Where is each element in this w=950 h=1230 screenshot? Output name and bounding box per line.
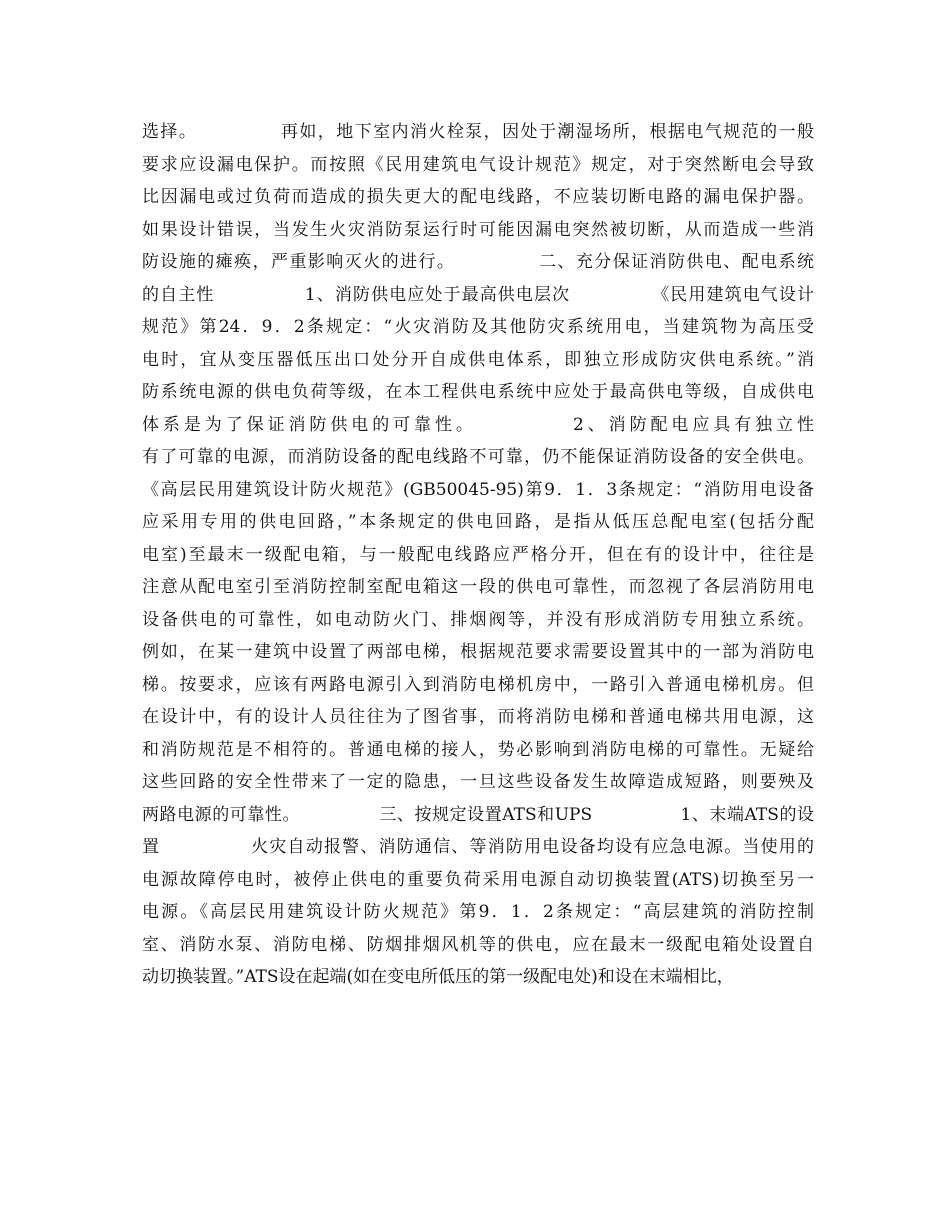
text-line: 在设计中，有的设计人员往往为了图省事，而将消防电梯和普通电梯共用电源，这 <box>142 707 814 727</box>
text-line: 例如，在某一建筑中设置了两部电梯，根据规范要求需要设置其中的一部为消防电 <box>142 642 814 662</box>
text-line: 防系统电源的供电负荷等级，在本工程供电系统中应处于最高供电等级，自成供电 <box>142 382 814 402</box>
text-line: 比因漏电或过负荷而造成的损失更大的配电线路，不应装切断电路的漏电保护器。 <box>142 187 814 207</box>
body-text <box>142 116 814 994</box>
text-line: 要求应设漏电保护。而按照《民用建筑电气设计规范》规定，对于突然断电会导致 <box>142 154 814 175</box>
text-line: 体系是为了保证消防供电的可靠性。 2、消防配电应具有独立性 <box>142 414 814 435</box>
text-line: 注意从配电室引至消防控制室配电箱这一段的供电可靠性，而忽视了各层消防用电 <box>142 577 814 597</box>
text-line: 设备供电的可靠性，如电动防火门、排烟阀等，并没有形成消防专用独立系统。 <box>142 609 814 630</box>
text-line: 选择。 再如，地下室内消火栓泵，因处于潮湿场所，根据电气规范的一般 <box>142 122 814 142</box>
text-line: 梯。按要求，应该有两路电源引入到消防电梯机房中，一路引入普通电梯机房。但 <box>142 674 814 695</box>
text-line: 这些回路的安全性带来了一定的隐患，一旦这些设备发生故障造成短路，则要殃及 <box>142 772 814 792</box>
text-line: 应采用专用的供电回路，”本条规定的供电回路，是指从低压总配电室(包括分配 <box>142 512 814 532</box>
text-line: 电源。《高层民用建筑设计防火规范》第9．1．2条规定：“高层建筑的消防控制 <box>142 902 814 922</box>
text-line: 有了可靠的电源，而消防设备的配电线路不可靠，仍不能保证消防设备的安全供电。 <box>142 447 814 467</box>
text-line: 和消防规范是不相符的。普通电梯的接人，势必影响到消防电梯的可靠性。无疑给 <box>142 739 814 760</box>
text-line: 室、消防水泵、消防电梯、防烟排烟风机等的供电，应在最末一级配电箱处设置自 <box>142 934 814 955</box>
text-line: 的自主性 1、消防供电应处于最高供电层次 《民用建筑电气设计 <box>142 284 814 305</box>
text-line: 如果设计错误，当发生火灾消防泵运行时可能因漏电突然被切断，从而造成一些消 <box>142 219 814 240</box>
text-line: 电时，宜从变压器低压出口处分开自成供电体系，即独立形成防灾供电系统。”消 <box>142 349 814 370</box>
text-line: 动切换装置。”ATS设在起端(如在变电所低压的第一级配电处)和设在末端相比， <box>142 967 734 987</box>
text-line: 《高层民用建筑设计防火规范》(GB50045-95)第9．1．3条规定：“消防用电设备 <box>142 479 814 500</box>
text-line: 电室)至最末一级配电箱，与一般配电线路应严格分开，但在有的设计中，往往是 <box>142 544 814 565</box>
text-line: 电源故障停电时，被停止供电的重要负荷采用电源自动切换装置(ATS)切换至另一 <box>142 869 814 890</box>
text-line: 两路电源的可靠性。 三、按规定设置ATS和UPS 1、末端ATS的设 <box>142 804 814 825</box>
text-line: 防设施的瘫痪，严重影响灭火的进行。 二、充分保证消防供电、配电系统 <box>142 252 814 272</box>
text-line: 规范》第24．9．2条规定：“火灾消防及其他防灾系统用电，当建筑物为高压受 <box>142 317 814 337</box>
text-line: 置 火灾自动报警、消防通信、等消防用电设备均设有应急电源。当使用的 <box>142 837 814 857</box>
